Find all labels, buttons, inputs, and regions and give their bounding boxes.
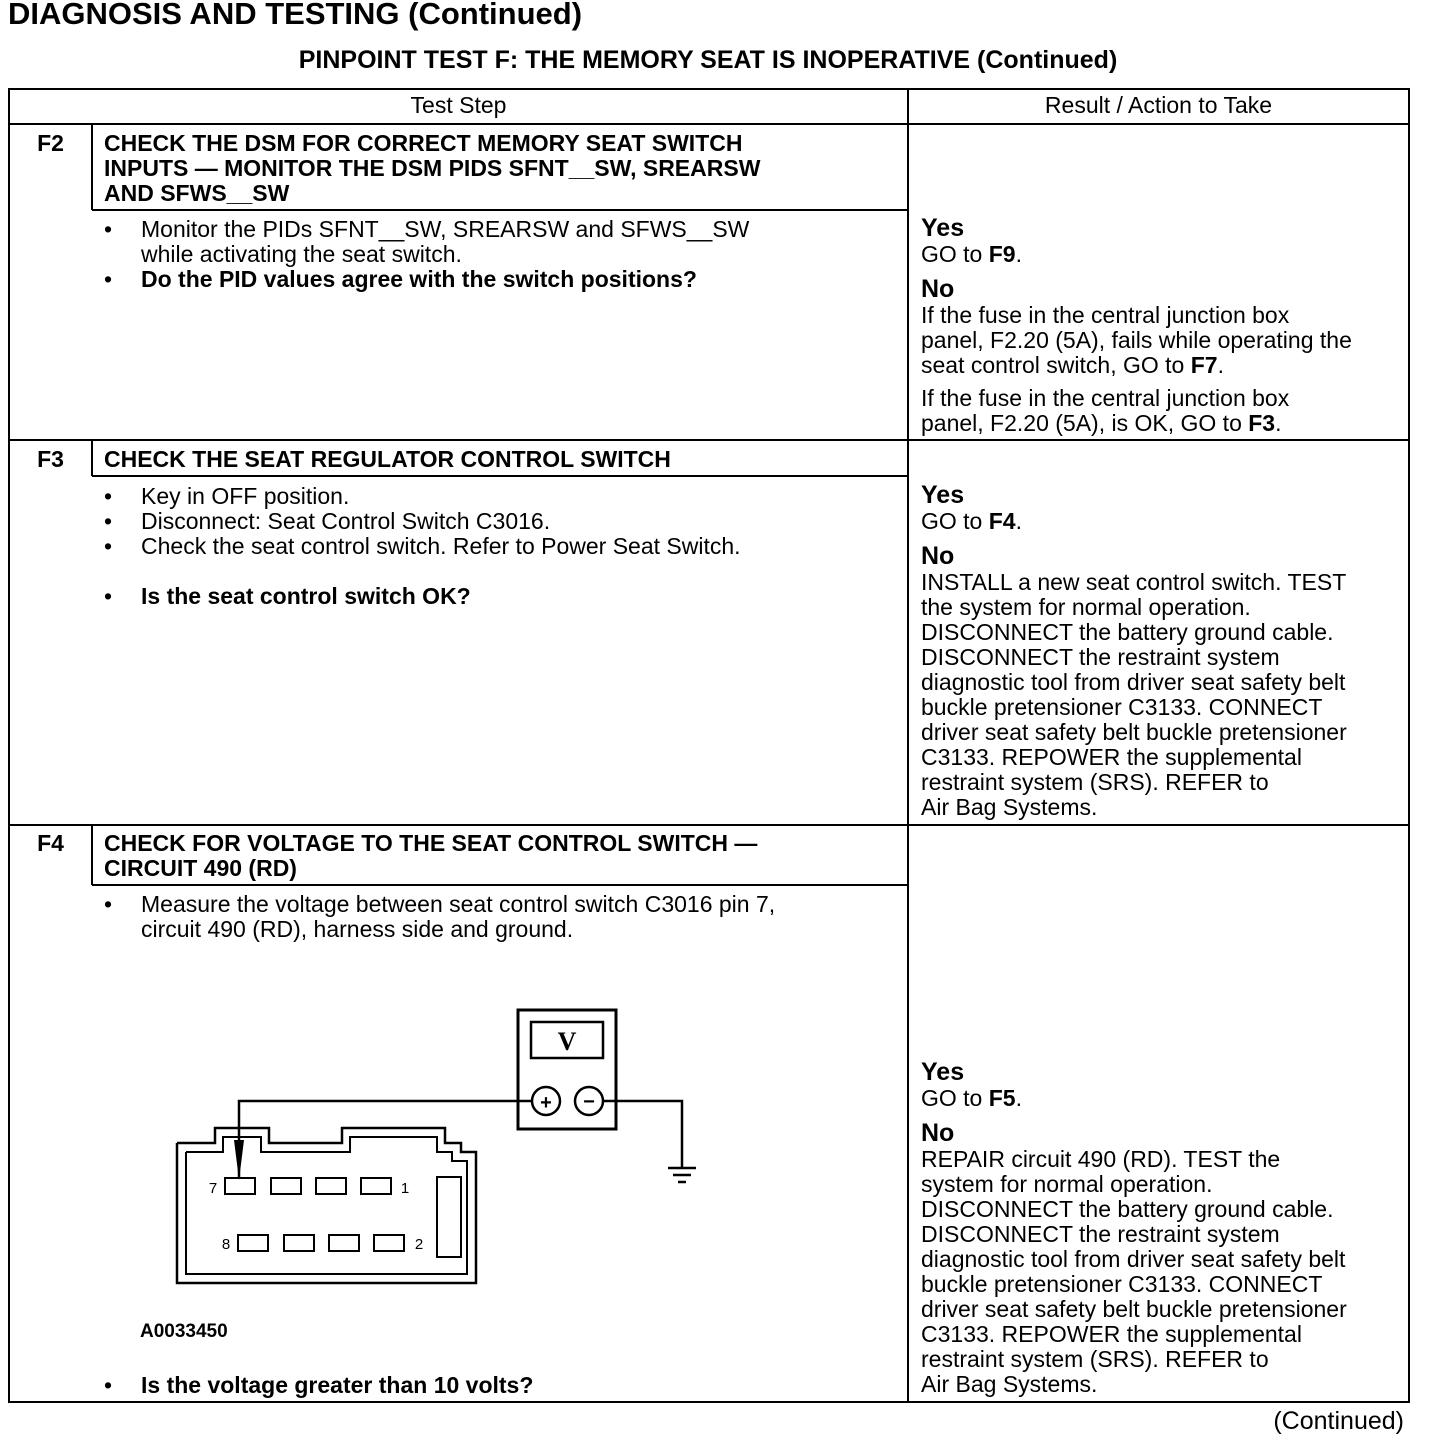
bullet-dot: • bbox=[104, 216, 113, 242]
bullet-dot: • bbox=[104, 533, 113, 559]
positive-lead bbox=[239, 1101, 532, 1178]
pin-label-8: 8 bbox=[221, 1236, 231, 1253]
result-f2: Yes GO to F9. No If the fuse in the central junction box panel, F2.20 (5A), fails while operating the seat control switch, GO to F7. If the fuse in the central junction box panel, F2.20 (5A), is OK, GO to F3. bbox=[921, 214, 1352, 436]
no-label: No bbox=[921, 542, 955, 570]
result-f3: Yes GO to F4. No INSTALL a new seat control switch. TEST the system for normal operation. DISCONNECT the battery ground cable. DISCONNECT the restraint system diagnostic tool from driver seat safety belt buckle pretensioner C3133. CONNECT driver seat safety belt buckle pretensioner C3133. REPOWER the supplemental restraint system (SRS). REFER to Air Bag Systems. bbox=[921, 481, 1347, 820]
no-label: No bbox=[921, 275, 955, 303]
step-question-f2: Do the PID values agree with the switch positions? bbox=[141, 266, 697, 292]
bullet-dot: • bbox=[104, 508, 113, 534]
bullet-dot: • bbox=[104, 891, 113, 917]
connector-pin bbox=[316, 1178, 346, 1194]
step-bullet-f4-1: Measure the voltage between seat control switch C3016 pin 7, circuit 490 (RD), harness side and ground. bbox=[141, 891, 776, 942]
step-id-f2: F2 bbox=[37, 130, 64, 156]
connector-pin-7 bbox=[225, 1178, 255, 1194]
bullet-dot: • bbox=[104, 266, 113, 292]
pin-label-7: 7 bbox=[208, 1180, 218, 1197]
minus-sign: − bbox=[583, 1091, 595, 1113]
connector-pin bbox=[284, 1235, 314, 1251]
step-bullet-f2-1: Monitor the PIDs SFNT__SW, SREARSW and SFWS__SW while activating the seat switch. bbox=[141, 216, 750, 267]
yes-label: Yes bbox=[921, 1058, 965, 1086]
continued-label: (Continued) bbox=[1273, 1407, 1404, 1435]
voltmeter-label: V bbox=[557, 1027, 577, 1056]
step-bullet-f3-3: Check the seat control switch. Refer to Power Seat Switch. bbox=[141, 533, 741, 559]
page-header: DIAGNOSIS AND TESTING (Continued) bbox=[8, 0, 583, 31]
no-label: No bbox=[921, 1119, 955, 1147]
connector-inner-outline bbox=[186, 1137, 467, 1274]
bullet-dot: • bbox=[104, 483, 113, 509]
column-header-result: Result / Action to Take bbox=[1044, 92, 1273, 118]
yes-label: Yes bbox=[921, 214, 965, 242]
pin-label-1: 1 bbox=[400, 1180, 410, 1197]
column-header-test-step: Test Step bbox=[410, 92, 507, 118]
connector-latch bbox=[437, 1177, 461, 1257]
table-title: PINPOINT TEST F: THE MEMORY SEAT IS INOPERATIVE (Continued) bbox=[298, 46, 1118, 74]
pin-label-2: 2 bbox=[414, 1236, 424, 1253]
step-title-f4: CHECK FOR VOLTAGE TO THE SEAT CONTROL SWITCH — CIRCUIT 490 (RD) bbox=[104, 830, 758, 881]
connector-pin bbox=[329, 1235, 359, 1251]
step-question-f3: Is the seat control switch OK? bbox=[141, 583, 471, 609]
step-id-f3: F3 bbox=[37, 446, 64, 472]
step-id-f4: F4 bbox=[37, 830, 64, 856]
step-bullet-f3-1: Key in OFF position. bbox=[141, 483, 350, 509]
step-bullet-f3-2: Disconnect: Seat Control Switch C3016. bbox=[141, 508, 551, 534]
connector-pin-2 bbox=[374, 1235, 404, 1251]
yes-label: Yes bbox=[921, 481, 965, 509]
plus-sign: + bbox=[540, 1092, 552, 1114]
bullet-dot: • bbox=[104, 1372, 113, 1398]
figure-id: A0033450 bbox=[140, 1321, 228, 1342]
step-question-f4: Is the voltage greater than 10 volts? bbox=[141, 1372, 534, 1398]
bullet-dot: • bbox=[104, 583, 113, 609]
result-f4: Yes GO to F5. No REPAIR circuit 490 (RD). TEST the system for normal operation. DISCONNECT the battery ground cable. DISCONNECT the restraint system diagnostic tool from driver seat safety belt buckle pretensioner C3133. CONNECT driver seat safety belt buckle pretensioner C3133. REPOWER the supplemental restraint system (SRS). REFER to Air Bag Systems. bbox=[921, 1058, 1347, 1397]
connector-pin bbox=[271, 1178, 301, 1194]
step-title-f2: CHECK THE DSM FOR CORRECT MEMORY SEAT SWITCH INPUTS — MONITOR THE DSM PIDS SFNT__SW, SREARSW AND SFWS__SW bbox=[104, 130, 761, 206]
connector-pin-8 bbox=[238, 1235, 268, 1251]
step-title-f3: CHECK THE SEAT REGULATOR CONTROL SWITCH bbox=[104, 446, 671, 472]
probe-tip-icon bbox=[234, 1140, 244, 1180]
ground-icon bbox=[668, 1168, 696, 1182]
connector-pin-1 bbox=[361, 1178, 391, 1194]
